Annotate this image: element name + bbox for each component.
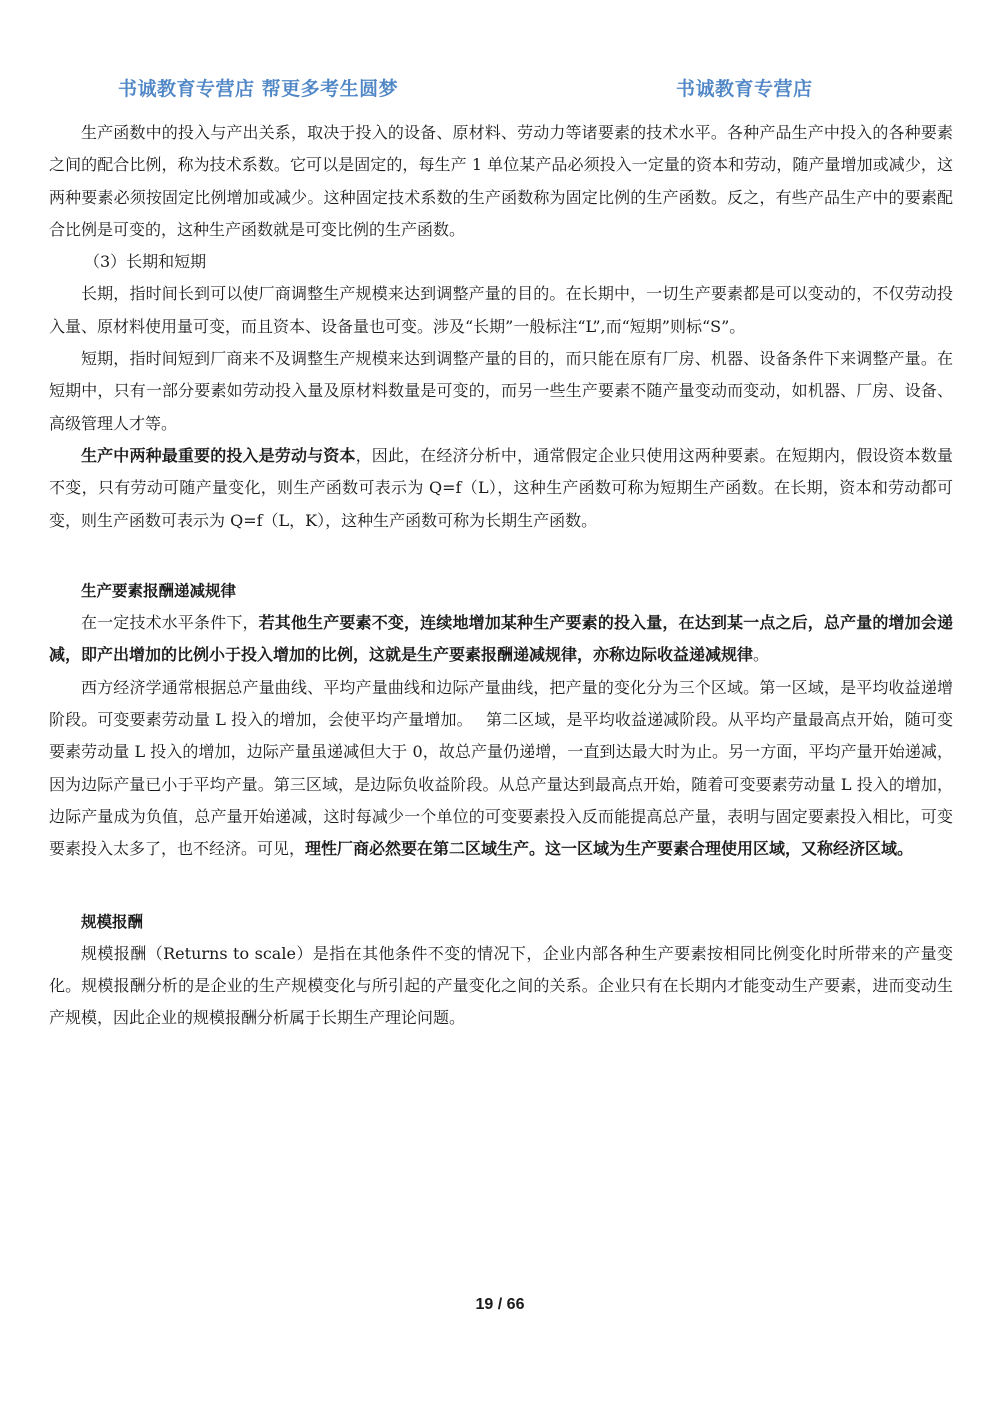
- section-heading-returns-to-scale: 规模报酬: [81, 912, 144, 931]
- document-body: [49, 117, 953, 1035]
- text-law-end: 。: [753, 645, 770, 665]
- page-number: 19 / 66: [475, 1296, 525, 1313]
- subheading-long-short: （3）长期和短期: [84, 252, 207, 272]
- section-heading-diminishing-returns: 生产要素报酬递减规律: [81, 581, 237, 600]
- bold-second-region: 理性厂商必然要在第二区域生产。这一区域为生产要素合理使用区域，又称经济区域。: [305, 839, 914, 859]
- paragraph-two-inputs: [49, 440, 953, 537]
- header-right-title: 书诚教育专营店: [676, 78, 813, 100]
- paragraph-returns-to-scale: 规模报酬（Returns to scale）是指在其他条件不变的情况下，企业内部各种生产要素按相同比例变化时所带来的产量变化。规模报酬分析的是企业的生产规模变化与所引起的产量变化之间的关系。企业只有在长期内才能变动生产要素，进而变动生产规模，因此企业的规模报酬分析属于长期生产理论问题。: [49, 943, 953, 1028]
- text-two-inputs: ，因此，在经济分析中，通常假定企业只使用这两种要素。在短期内，假设资本数量不变，只有劳动可随产量变化，则生产函数可表示为 Q=f（L），这种生产函数可称为短期生产函数。在长期，资本和劳动都可变，则生产函数可表示为 Q=f（L，K），这种生产函数可称为长期生产函数。: [49, 445, 953, 530]
- text-three-regions: 西方经济学通常根据总产量曲线、平均产量曲线和边际产量曲线，把产量的变化分为三个区域。第一区域，是平均收益递增阶段。可变要素劳动量 L 投入的增加，会使平均产量增加。 第二区域，是平均收益递减阶段。从平均产量最高点开始，随可变要素劳动量 L 投入的增加，边际产量虽递减但大于 0，故总产量仍递增，一直到达最大时为止。另一方面，平均产量开始递减，因为边际产量已小于平均产量。第三区域，是边际负收益阶段。从总产量达到最高点开始，随着可变要素劳动量 L 投入的增加，边际产量成为负值，总产量开始递减，这时每减少一个单位的可变要素投入反而能提高总产量，表明与固定要素投入相比，可变要素投入太多了，也不经济。可见，: [49, 677, 953, 859]
- paragraph-long-run: 长期，指时间长到可以使厂商调整生产规模来达到调整产量的目的。在长期中，一切生产要素都是可以变动的，不仅劳动投入量、原材料使用量可变，而且资本、设备量也可变。涉及“长期”一般标注“L”,而“短期”则标“S”。: [49, 284, 953, 336]
- paragraph-technical-coefficient: 生产函数中的投入与产出关系，取决于投入的设备、原材料、劳动力等诸要素的技术水平。各种产品生产中投入的各种要素之间的配合比例，称为技术系数。它可以是固定的，每生产 1 单位某产品必须投入一定量的资本和劳动，随产量增加或减少，这两种要素必须按固定比例增加或减少。这种固定技术系数的生产函数称为固定比例的生产函数。反之，有些产品生产中的要素配合比例是可变的，这种生产函数就是可变比例的生产函数。: [49, 123, 953, 239]
- text-law-intro: 在一定技术水平条件下，: [81, 613, 259, 633]
- bold-law-definition: 若其他生产要素不变，连续地增加某种生产要素的投入量，在达到某一点之后，总产量的增加会递减，即产出增加的比例小于投入增加的比例，这就是生产要素报酬递减规律，亦称边际收益递减规律: [49, 613, 953, 665]
- paragraph-short-run: 短期，指时间短到厂商来不及调整生产规模来达到调整产量的目的，而只能在原有厂房、机器、设备条件下来调整产量。在短期中，只有一部分要素如劳动投入量及原材料数量是可变的，而另一些生产要素不随产量变动而变动，如机器、厂房、设备、高级管理人才等。: [49, 349, 953, 433]
- header-left-title: 书诚教育专营店 帮更多考生圆梦: [118, 78, 399, 100]
- bold-two-inputs: 生产中两种最重要的投入是劳动与资本: [81, 445, 356, 465]
- paragraph-three-regions: [49, 672, 953, 866]
- paragraph-diminishing-returns-law: [49, 607, 953, 672]
